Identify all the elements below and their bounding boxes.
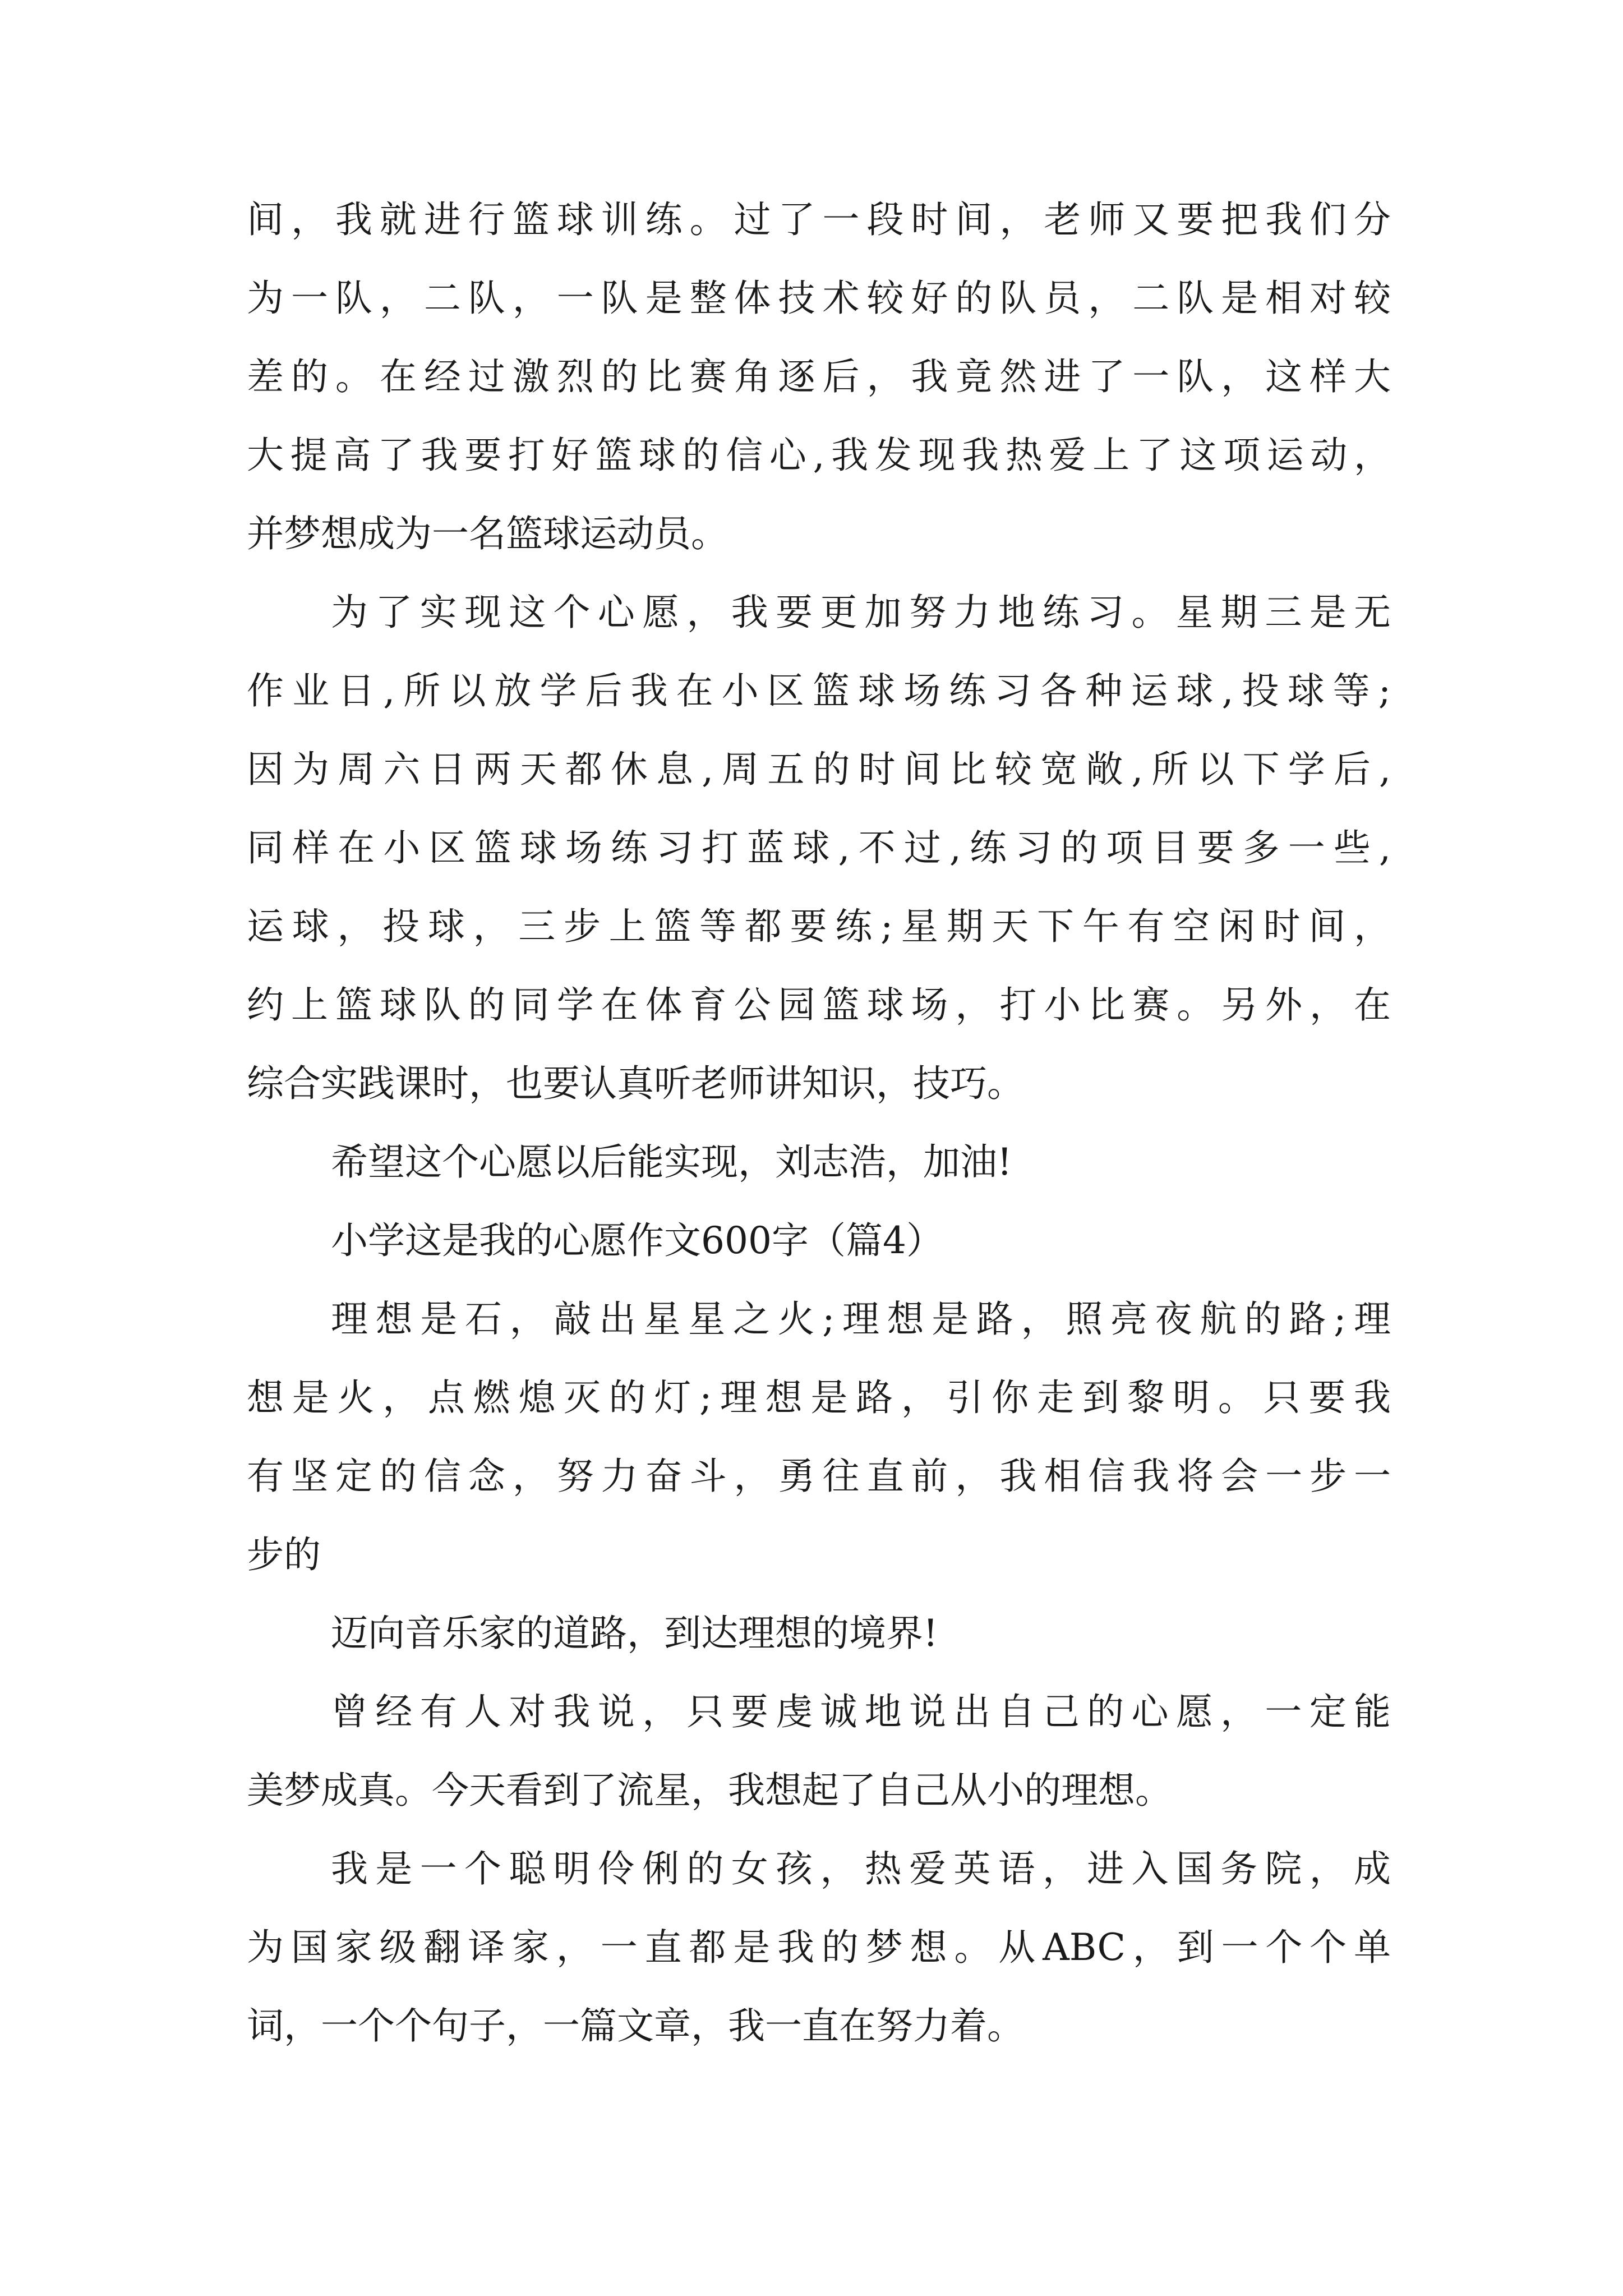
- paragraph: [247, 1673, 1391, 1830]
- text-line: 步的: [247, 1533, 321, 1576]
- paragraph: [247, 1280, 1391, 1594]
- text-line: 迈向音乐家的道路，到达理想的境界!: [331, 1612, 938, 1655]
- heading-line: 小学这是我的心愿作文600字（篇4）: [331, 1219, 943, 1262]
- text-line: 综合实践课时，也要认真听老师讲知识，技巧。: [247, 1062, 1024, 1105]
- text-line: 美梦成真。今天看到了流星，我想起了自己从小的理想。: [247, 1769, 1172, 1812]
- text-line: 并梦想成为一名篮球运动员。: [247, 512, 728, 555]
- text-line: 约上篮球队的同学在体育公园篮球场，打小比赛。另外，在: [247, 983, 1391, 1027]
- text-line: 同样在小区篮球场练习打蓝球,不过,练习的项目要多一些,: [247, 826, 1391, 869]
- text-line: 为一队，二队，一队是整体技术较好的队员，二队是相对较: [247, 277, 1391, 320]
- text-line: 作业日,所以放学后我在小区篮球场练习各种运球,投球等;: [247, 669, 1391, 712]
- paragraph: [247, 181, 1391, 573]
- text-line: 有坚定的信念，努力奋斗，勇往直前，我相信我将会一步一: [247, 1455, 1391, 1498]
- text-line: 差的。在经过激烈的比赛角逐后，我竟然进了一队，这样大: [247, 355, 1391, 398]
- paragraph: [247, 1123, 1391, 1202]
- text-line: 为了实现这个心愿，我要更加努力地练习。星期三是无: [331, 591, 1391, 634]
- text-line: 运球，投球，三步上篮等都要练;星期天下午有空闲时间，: [247, 905, 1391, 948]
- text-line: 我是一个聪明伶俐的女孩，热爱英语，进入国务院，成: [331, 1847, 1391, 1890]
- text-line: 因为周六日两天都休息,周五的时间比较宽敞,所以下学后,: [247, 748, 1391, 791]
- text-line: 词，一个个句子，一篇文章，我一直在努力着。: [247, 2004, 1024, 2047]
- text-line: 大提高了我要打好篮球的信心,我发现我热爱上了这项运动，: [247, 434, 1391, 477]
- text-line: 为国家级翻译家，一直都是我的梦想。从ABC，到一个个单: [247, 1926, 1391, 1969]
- text-line: 想是火，点燃熄灭的灯;理想是路，引你走到黎明。只要我: [247, 1376, 1391, 1419]
- document-body: [247, 181, 1391, 2065]
- text-line: 间，我就进行篮球训练。过了一段时间，老师又要把我们分: [247, 198, 1391, 241]
- text-line: 理想是石，敲出星星之火;理想是路，照亮夜航的路;理: [331, 1297, 1391, 1341]
- section-heading: [247, 1202, 1391, 1280]
- text-line: 希望这个心愿以后能实现，刘志浩，加油!: [331, 1140, 1012, 1184]
- paragraph: [247, 1830, 1391, 2065]
- paragraph: [247, 573, 1391, 1123]
- text-line: 曾经有人对我说，只要虔诚地说出自己的心愿，一定能: [331, 1690, 1391, 1733]
- paragraph: [247, 1594, 1391, 1673]
